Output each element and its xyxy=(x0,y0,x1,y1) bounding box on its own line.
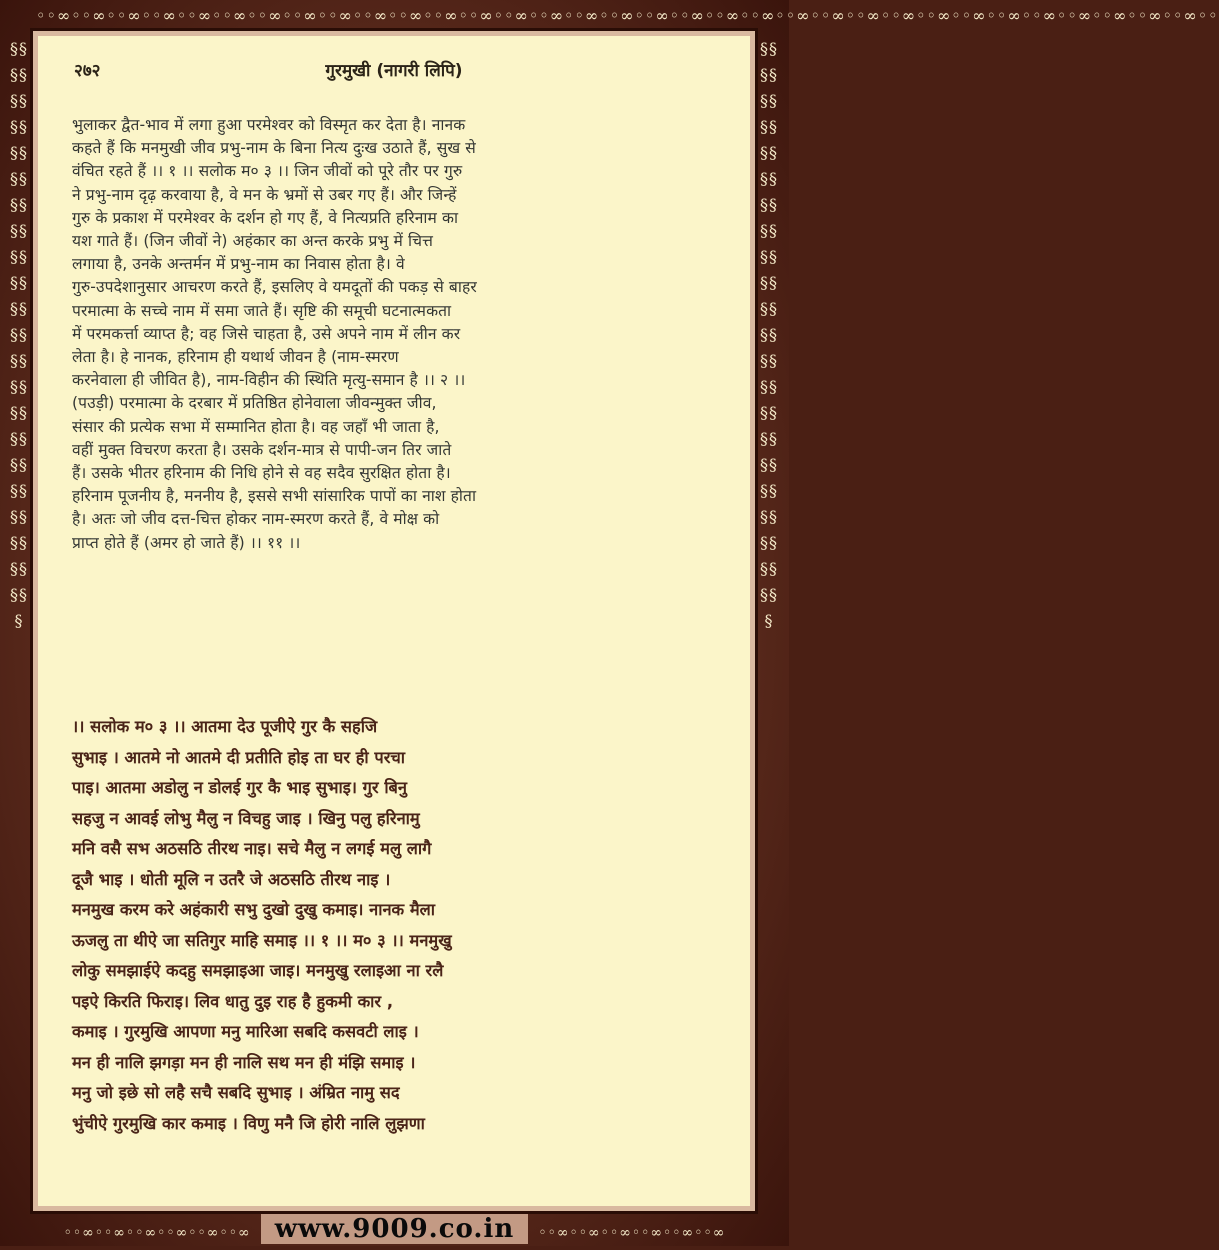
commentary-line: लेता है। हे नानक, हरिनाम ही यथार्थ जीवन है (नाम-स्मरण xyxy=(72,348,399,367)
commentary-line: संसार की प्रत्येक सभा में सम्मानित होता है। वह जहाँ भी जाता है, xyxy=(72,417,440,436)
scripture-line: सहजु न आवई लोभु मैलु न विचहु जाइ । खिनु पलु हरिनामु xyxy=(72,808,420,828)
scripture-line: लोकु समझाईऐ कदहु समझाइआ जाइ। मनमुखु रलाइआ ना रलै xyxy=(72,961,444,980)
page-number: २७२ xyxy=(74,61,101,81)
commentary-line: हैं। उसके भीतर हरिनाम की निधि होने से वह सदैव सुरक्षित होता है। xyxy=(72,464,451,483)
commentary-paragraph xyxy=(72,114,720,555)
footer-ornament-left: ◦◦∞◦◦∞◦◦∞◦◦∞◦◦∞◦◦∞ xyxy=(63,1225,251,1241)
scripture-line: मनु जो इछे सो लहै सचै सबदि सुभाइ । अंम्रित नामु सद xyxy=(72,1083,400,1102)
commentary-line: है। अतः जो जीव दत्त-चित्त होकर नाम-स्मरण करते हैं, वे मोक्ष को xyxy=(72,510,440,529)
scripture-line: पइऐ किरति फिराइ। लिव धातु दुइ राह है हुकमी कार , xyxy=(72,991,394,1011)
scripture-line: मन ही नालि झगड़ा मन ही नालि सथ मन ही मंझि समाइ । xyxy=(72,1052,416,1072)
commentary-line: वंचित रहते हैं ।। १ ।। सलोक म० ३ ।। जिन जीवों को पूरे तौर पर गुरु xyxy=(72,162,463,181)
commentary-line: (पउड़ी) परमात्मा के दरबार में प्रतिष्ठित होनेवाला जीवन्मुक्त जीव, xyxy=(72,394,437,413)
commentary-line: यश गाते हैं। (जिन जीवों ने) अहंकार का अन्त करके प्रभु में चित्त xyxy=(72,232,433,251)
scripture-line: दूजै भाइ । धोती मूलि न उतरै जे अठसठि तीरथ नाइ । xyxy=(72,869,391,889)
commentary-line: लगाया है, उनके अन्तर्मन में प्रभु-नाम का निवास होता है। वे xyxy=(72,255,405,274)
page-title: गुरमुखी (नागरी लिपि) xyxy=(325,61,463,81)
page-header xyxy=(74,58,714,84)
scripture-line: सुभाइ । आतमे नो आतमे दी प्रतीति होइ ता घर ही परचा xyxy=(72,747,406,767)
commentary-line: गुरु के प्रकाश में परमेश्वर के दर्शन हो गए हैं, वे नित्यप्रति हरिनाम का xyxy=(72,208,459,227)
right-ornament: §§§§§§§§§§§§§§§§§§§§§§§§§§§§§§§§§§§§§§§§§§§§§ xyxy=(760,39,778,630)
scripture-line: भुंचीऐ गुरमुखि कार कमाइ । विणु मनै जि होरी नालि लुझणा xyxy=(72,1113,425,1133)
top-ornament: ◦◦∞◦◦∞◦◦∞◦◦∞◦◦∞◦◦∞◦◦∞◦◦∞◦◦∞◦◦∞◦◦∞◦◦∞◦◦∞◦◦∞◦◦∞◦◦∞◦◦∞◦◦∞◦◦∞◦◦∞◦◦∞◦◦∞◦◦∞◦◦∞◦◦∞◦◦∞◦◦∞◦◦∞◦◦∞◦◦∞◦◦∞◦◦∞◦◦∞◦◦ xyxy=(36,6,1219,25)
commentary-line: हरिनाम पूजनीय है, मननीय है, इससे सभी सांसारिक पापों का नाश होता xyxy=(72,487,477,506)
commentary-line: गुरु-उपदेशानुसार आचरण करते हैं, इसलिए वे यमदूतों की पकड़ से बाहर xyxy=(72,278,477,297)
scripture-line: कमाइ । गुरमुखि आपणा मनु मारिआ सबदि कसवटी लाइ । xyxy=(72,1022,419,1041)
footer-ornament-right: ◦◦∞◦◦∞◦◦∞◦◦∞◦◦∞◦◦∞ xyxy=(538,1225,726,1241)
commentary-line: परमात्मा के सच्चे नाम में समा जाते हैं। सृष्टि की समूची घटनात्मकता xyxy=(72,301,452,320)
scripture-line: ऊजलु ता थीऐ जा सतिगुर माहि समाइ ।। १ ।। म० ३ ।। मनमुखु xyxy=(72,930,452,950)
scripture-line: पाइ। आतमा अडोलु न डोलई गुर कै भाइ सुभाइ। गुर बिनु xyxy=(72,778,408,797)
commentary-line: में परमकर्त्ता व्याप्त है; वह जिसे चाहता है, उसे अपने नाम में लीन कर xyxy=(72,324,461,343)
scripture-line: ।। सलोक म० ३ ।। आतमा देउ पूजीऐ गुर कै सहजि xyxy=(72,717,378,736)
scripture-line: मनमुख करम करे अहंकारी सभु दुखो दुखु कमाइ। नानक मैला xyxy=(72,900,436,919)
commentary-line: करनेवाला ही जीवित है), नाम-विहीन की स्थिति मृत्यु-समान है ।। २ ।। xyxy=(72,371,466,390)
scripture-paragraph xyxy=(72,712,720,1139)
footer xyxy=(0,1212,789,1246)
commentary-line: ने प्रभु-नाम दृढ़ करवाया है, वे मन के भ्रमों से उबर गए हैं। और जिन्हें xyxy=(72,185,457,204)
commentary-line: भुलाकर द्वैत-भाव में लगा हुआ परमेश्वर को विस्मृत कर देता है। नानक xyxy=(72,116,466,134)
commentary-line: कहते हैं कि मनमुखी जीव प्रभु-नाम के बिना नित्य दुःख उठाते हैं, सुख से xyxy=(72,139,476,158)
website-link[interactable]: www.9009.co.in xyxy=(261,1214,529,1244)
commentary-line: वहीं मुक्त विचरण करता है। उसके दर्शन-मात्र से पापी-जन तिर जाते xyxy=(72,440,452,459)
scripture-line: मनि वसै सभ अठसठि तीरथ नाइ। सचे मैलु न लगई मलु लागै xyxy=(72,839,432,858)
page-paper xyxy=(38,36,750,1206)
commentary-line: प्राप्त होते हैं (अमर हो जाते हैं) ।। ११ ।। xyxy=(72,533,301,552)
left-ornament: §§§§§§§§§§§§§§§§§§§§§§§§§§§§§§§§§§§§§§§§§§§§§ xyxy=(10,39,28,630)
